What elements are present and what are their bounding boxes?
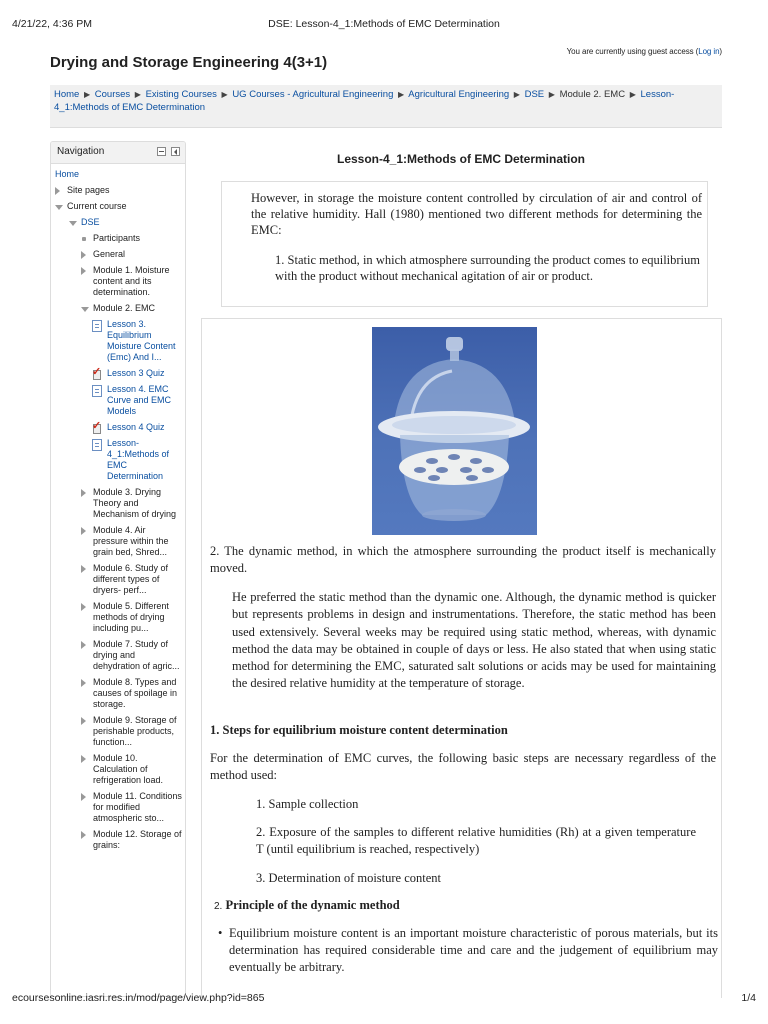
expand-arrow-icon [81, 755, 86, 763]
login-close: ) [719, 47, 722, 56]
step-item: 3. Determination of moisture content [256, 871, 442, 885]
print-header [0, 0, 768, 36]
principle-heading-text: Principle of the dynamic method [225, 898, 400, 912]
plate-hole-shape [460, 467, 472, 473]
expand-arrow-icon [81, 489, 86, 497]
collapse-arrow-icon [81, 307, 89, 312]
navigation-tree [51, 164, 185, 851]
nav-item-lesson4-1-current[interactable] [91, 438, 183, 482]
nav-item-general[interactable] [79, 249, 183, 260]
desiccator-illustration [372, 327, 537, 535]
nav-item-module8[interactable] [79, 677, 183, 710]
nav-item-module4[interactable] [79, 525, 183, 558]
nav-item-label: Module 5. Different methods of drying including pu... [93, 601, 169, 633]
breadcrumb-separator: ▶ [221, 90, 228, 99]
page-icon [92, 320, 102, 332]
collapse-arrow-icon [55, 205, 63, 210]
base-bottom-shape [422, 509, 486, 521]
nav-item-module6[interactable] [79, 563, 183, 596]
minimize-icon[interactable] [157, 147, 166, 156]
breadcrumb-agricultural-engineering[interactable]: Agricultural Engineering [408, 89, 510, 100]
nav-item-label: Module 6. Study of different types of dryers- perf... [93, 563, 169, 595]
expand-arrow-icon [81, 717, 86, 725]
breadcrumb-module2: Module 2. EMC [559, 89, 626, 100]
breadcrumb-courses[interactable]: Courses [94, 89, 131, 100]
nav-item-label: Lesson-4_1:Methods of EMC Determination [107, 438, 170, 481]
site-title: Drying and Storage Engineering 4(3+1) [50, 54, 328, 71]
nav-item-label: Module 2. EMC [93, 303, 156, 313]
expand-arrow-icon [81, 793, 86, 801]
plate-hole-shape [428, 475, 440, 481]
lesson-title: Lesson-4_1:Methods of EMC Determination [336, 152, 586, 166]
plate-hole-shape [426, 458, 438, 464]
static-method-paragraph: 1. Static method, in which atmosphere surrounding the product comes to equilibrium with the product without mechanical agitation of air or product. [275, 253, 700, 283]
breadcrumb-separator: ▶ [134, 90, 141, 99]
expand-arrow-icon [81, 641, 86, 649]
nav-item-label: Module 10. Calculation of refrigeration load. [93, 753, 164, 785]
lid-knob-shape [446, 337, 463, 351]
nav-item-label: Module 3. Drying Theory and Mechanism of drying [93, 487, 177, 519]
nav-item-label: Module 8. Types and causes of spoilage in storage. [93, 677, 178, 709]
quiz-icon: ✓ [92, 420, 102, 432]
login-info [567, 47, 722, 56]
print-datetime: 4/21/22, 4:36 PM [12, 18, 92, 30]
breadcrumb-ug-courses[interactable]: UG Courses - Agricultural Engineering [232, 89, 394, 100]
expand-arrow-icon [81, 603, 86, 611]
plate-hole-shape [448, 454, 460, 460]
expand-arrow-icon [81, 267, 86, 275]
nav-item-module9[interactable] [79, 715, 183, 748]
breadcrumb-existing-courses[interactable]: Existing Courses [145, 89, 217, 100]
nav-item-module2[interactable] [79, 303, 183, 314]
expand-arrow-icon [81, 527, 86, 535]
nav-item-label: Lesson 4 Quiz [107, 422, 165, 432]
breadcrumb-current-lesson[interactable]: Lesson-4_1:Methods of EMC Determination [54, 89, 675, 113]
rim-inner-shape [392, 416, 516, 434]
nav-item-label: Lesson 3 Quiz [107, 368, 165, 378]
page-icon [92, 385, 102, 397]
nav-item-label: DSE [81, 217, 100, 227]
nav-item-label: Module 4. Air pressure within the grain bed, Shred... [93, 525, 169, 557]
nav-item-label: Module 12. Storage of grains: [93, 829, 182, 850]
quiz-icon: ✓ [92, 366, 102, 378]
expand-arrow-icon [55, 187, 60, 195]
breadcrumb-home[interactable]: Home [54, 89, 80, 100]
nav-item-home[interactable]: Home [55, 169, 80, 179]
principle-number: 2. [214, 901, 223, 912]
login-text: You are currently using guest access ( [566, 47, 699, 56]
nav-item-module1[interactable] [79, 265, 183, 298]
plate-hole-shape [466, 475, 478, 481]
nav-item-label: Participants [93, 233, 141, 243]
print-page-title: DSE: Lesson-4_1:Methods of EMC Determination [268, 18, 500, 30]
nav-item-lesson4-quiz[interactable] [91, 422, 183, 433]
nav-item-module3[interactable] [79, 487, 183, 520]
intro-box [221, 181, 708, 307]
print-page-number: 1/4 [741, 992, 756, 1004]
plate-hole-shape [436, 467, 448, 473]
bullet-list-item [218, 925, 718, 976]
breadcrumb-dse[interactable]: DSE [524, 89, 545, 100]
print-url: ecoursesonline.iasri.res.in/mod/page/view.php?id=865 [12, 992, 265, 1004]
dynamic-method-paragraph: 2. The dynamic method, in which the atmosphere surrounding the product itself is mechanically moved. [210, 544, 716, 575]
nav-item-module10[interactable] [79, 753, 183, 786]
collapse-arrow-icon [69, 221, 77, 226]
nav-item-module5[interactable] [79, 601, 183, 634]
nav-item-label: Module 1. Moisture content and its determination. [93, 265, 170, 297]
navigation-header [51, 142, 185, 164]
nav-item-label: Module 7. Study of drying and dehydration of agric... [93, 639, 180, 671]
preferred-method-paragraph: He preferred the static method than the dynamic one. Although, the dynamic method is quicker but represents problems in design and instrumentations. Therefore, the static method has been used extensively. Several weeks may be required using static method, whereas, with dynamic method the data may be obtained in couple of days or less. He also stated that when using static method for determining the EMC, saturated salt solutions or acids may be used for maintaining the desired relative humidity at the temperature of storage. [232, 590, 716, 691]
plate-hole-shape [414, 467, 426, 473]
nav-item-label: Lesson 4. EMC Curve and EMC Models [107, 384, 172, 416]
nav-item-module12[interactable] [79, 829, 183, 851]
login-link[interactable]: Log in [698, 47, 720, 56]
breadcrumb-separator: ▶ [398, 90, 405, 99]
expand-arrow-icon [81, 831, 86, 839]
bullet-text: Equilibrium moisture content is an important moisture characteristic of porous materials, but its determination has required considerable time and care and the judgement of equilibrium may eventually be arbitrary. [229, 926, 718, 974]
navigation-title: Navigation [57, 146, 105, 157]
step-item: 2. Exposure of the samples to different relative humidities (Rh) at a given temperature T (until equilibrium is reached, respectively) [256, 825, 696, 856]
nav-item-course-dse[interactable] [67, 217, 183, 228]
principle-heading [214, 897, 714, 915]
step-item: 1. Sample collection [256, 797, 359, 811]
breadcrumb-separator: ▶ [548, 90, 555, 99]
nav-item-label: Current course [67, 201, 127, 211]
plate-hole-shape [482, 467, 494, 473]
nav-item-label: Module 9. Storage of perishable products, function... [93, 715, 177, 747]
breadcrumb-separator: ▶ [83, 90, 91, 99]
intro-paragraph: However, in storage the moisture content controlled by circulation of air and control of the relative humidity. Hall (1980) mentioned two different methods for determining the EMC: [251, 191, 702, 237]
page-icon [92, 439, 102, 451]
breadcrumb-separator: ▶ [629, 90, 636, 99]
nav-item-site-pages[interactable] [53, 185, 183, 196]
navigation-block [50, 141, 186, 997]
nav-item-label: General [93, 249, 126, 259]
expand-arrow-icon [81, 679, 86, 687]
breadcrumb [50, 85, 722, 128]
nav-item-module11[interactable] [79, 791, 183, 824]
steps-intro-paragraph: For the determination of EMC curves, the following basic steps are necessary regardless of the method used: [210, 751, 716, 782]
bullet-icon: • [218, 926, 223, 940]
nav-item-label: Lesson 3. Equilibrium Moisture Content (Emc) And I... [107, 319, 176, 362]
nav-item-lesson4[interactable] [91, 384, 183, 417]
breadcrumb-separator: ▶ [513, 90, 520, 99]
expand-arrow-icon [81, 565, 86, 573]
nav-item-label: Site pages [67, 185, 110, 195]
bullet-icon [82, 237, 86, 241]
dock-icon[interactable] [171, 147, 180, 156]
nav-item-label: Module 11. Conditions for modified atmospheric sto... [93, 791, 182, 823]
nav-item-lesson3[interactable] [91, 319, 183, 363]
nav-item-module7[interactable] [79, 639, 183, 672]
steps-heading: 1. Steps for equilibrium moisture content determination [210, 723, 508, 737]
nav-item-lesson3-quiz[interactable] [91, 368, 183, 379]
expand-arrow-icon [81, 251, 86, 259]
plate-hole-shape [470, 458, 482, 464]
nav-item-participants[interactable] [79, 233, 183, 244]
desiccator-image [372, 327, 537, 535]
nav-item-current-course[interactable] [53, 201, 183, 212]
